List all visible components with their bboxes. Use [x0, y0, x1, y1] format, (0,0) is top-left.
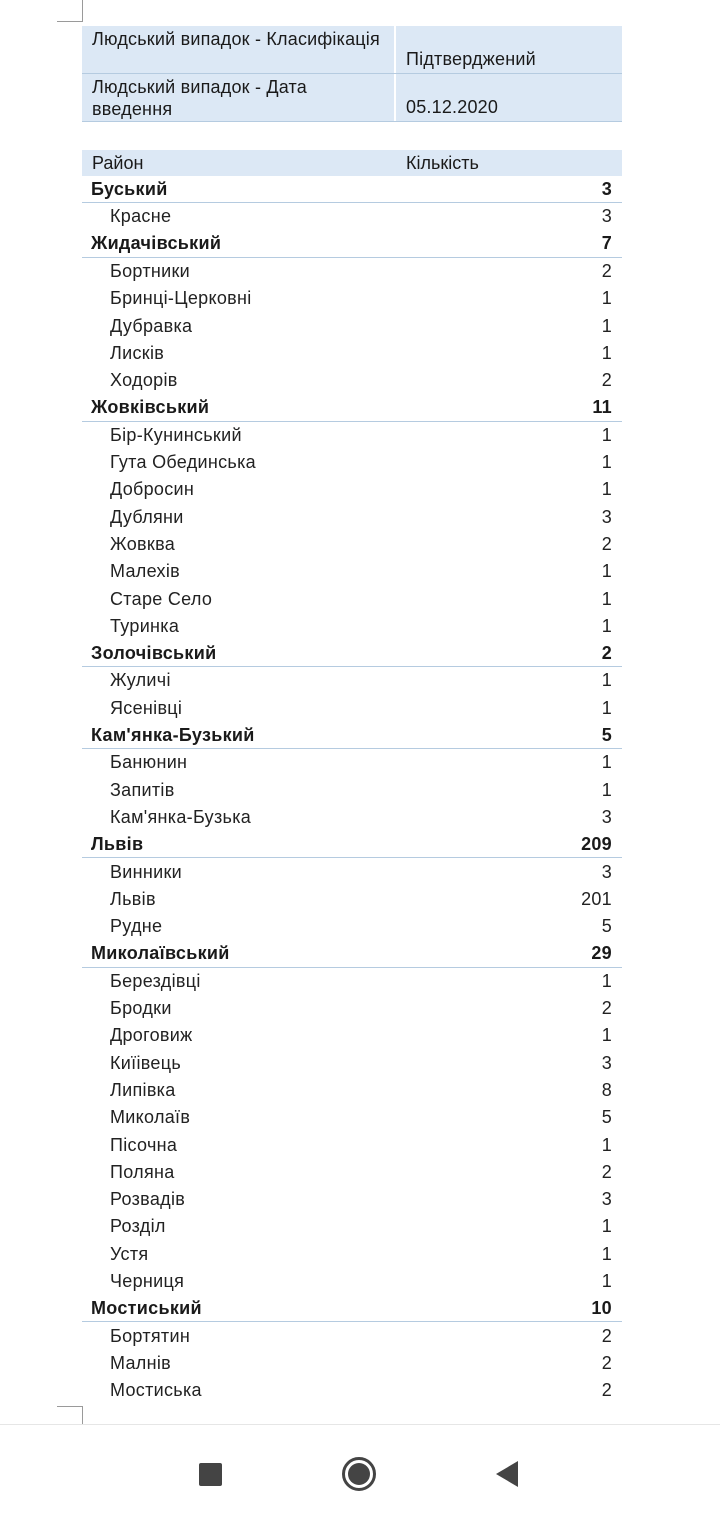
locality-count: 2: [601, 1352, 612, 1373]
locality-name: Поляна: [110, 1161, 175, 1182]
locality-name: Туринка: [110, 615, 180, 636]
locality-count: 1: [601, 1134, 612, 1155]
locality-count: 1: [601, 315, 612, 336]
column-header-district: Район: [92, 152, 144, 173]
filter-row-date: [82, 74, 622, 122]
locality-name: Киїівець: [110, 1052, 181, 1073]
locality-count: 3: [601, 1052, 612, 1073]
table-row-district: [82, 722, 622, 749]
table-row-locality: [82, 1377, 622, 1404]
table-row-locality: [82, 1322, 622, 1349]
table-row-district: [82, 1295, 622, 1322]
table-body: [82, 176, 622, 1404]
district-name: Жовківський: [91, 397, 210, 418]
filter-value: 05.12.2020: [406, 97, 499, 117]
locality-count: 1: [601, 1025, 612, 1046]
back-button[interactable]: [487, 1454, 527, 1494]
table-row-locality: [82, 667, 622, 694]
home-icon: [342, 1457, 376, 1491]
filter-panel: [82, 26, 622, 122]
district-count: 11: [592, 397, 612, 418]
locality-count: 1: [601, 561, 612, 582]
locality-name: Черниця: [110, 1271, 185, 1292]
table-row-locality: [82, 1159, 622, 1186]
locality-name: Розділ: [110, 1216, 166, 1237]
district-name: Буський: [91, 178, 168, 199]
table-row-locality: [82, 258, 622, 285]
table-row-locality: [82, 422, 622, 449]
locality-count: 1: [601, 752, 612, 773]
locality-name: Миколаїв: [110, 1107, 191, 1128]
locality-count: 5: [601, 916, 612, 937]
table-row-locality: [82, 1186, 622, 1213]
home-button[interactable]: [339, 1454, 379, 1494]
locality-name: Ходорів: [110, 370, 178, 391]
table-row-locality: [82, 367, 622, 394]
locality-count: 1: [601, 452, 612, 473]
district-count: 3: [601, 178, 612, 199]
locality-name: Львів: [110, 888, 156, 909]
locality-name: Берездівці: [110, 970, 201, 991]
table-row-locality: [82, 504, 622, 531]
locality-name: Красне: [110, 206, 172, 227]
locality-name: Устя: [110, 1243, 149, 1264]
table-row-locality: [82, 1241, 622, 1268]
locality-count: 2: [601, 998, 612, 1019]
locality-name: Бортники: [110, 261, 191, 282]
locality-name: Ясенівці: [110, 697, 183, 718]
locality-name: Дроговиж: [110, 1025, 193, 1046]
district-count: 7: [601, 233, 612, 254]
table-row-district: [82, 640, 622, 667]
locality-name: Рудне: [110, 916, 163, 937]
locality-name: Лисків: [110, 342, 165, 363]
district-count: 2: [601, 642, 612, 663]
locality-count: 2: [601, 370, 612, 391]
locality-count: 3: [601, 506, 612, 527]
district-count: 29: [591, 942, 612, 963]
table-row-locality: [82, 613, 622, 640]
table-row-locality: [82, 995, 622, 1022]
locality-count: 2: [601, 261, 612, 282]
locality-count: 1: [601, 479, 612, 500]
locality-count: 5: [601, 1107, 612, 1128]
locality-count: 3: [601, 861, 612, 882]
table-row-locality: [82, 449, 622, 476]
district-name: Жидачівський: [91, 233, 222, 254]
locality-count: 201: [581, 888, 612, 909]
locality-count: 1: [601, 615, 612, 636]
page-corner-mark-bottom: [57, 1406, 83, 1424]
locality-count: 1: [601, 670, 612, 691]
table-row-locality: [82, 558, 622, 585]
filter-value: Підтверджений: [406, 49, 536, 69]
table-row-locality: [82, 1268, 622, 1295]
locality-count: 1: [601, 697, 612, 718]
locality-name: Липівка: [110, 1079, 176, 1100]
district-count: 209: [581, 833, 612, 854]
district-name: Золочівський: [91, 642, 217, 663]
locality-count: 1: [601, 1271, 612, 1292]
district-name: Кам'янка-Бузький: [91, 724, 255, 745]
table-row-locality: [82, 1131, 622, 1158]
locality-name: Малнів: [110, 1352, 172, 1373]
table-row-district: [82, 394, 622, 421]
locality-count: 2: [601, 1161, 612, 1182]
table-row-locality: [82, 476, 622, 503]
locality-count: 3: [601, 206, 612, 227]
locality-count: 1: [601, 1243, 612, 1264]
locality-count: 3: [601, 1189, 612, 1210]
table-row-locality: [82, 749, 622, 776]
table-row-locality: [82, 285, 622, 312]
table-row-locality: [82, 1022, 622, 1049]
locality-name: Добросин: [110, 479, 195, 500]
locality-name: Малехів: [110, 561, 180, 582]
locality-name: Жовква: [110, 534, 176, 554]
filter-label: Людський випадок - Класифікація: [82, 26, 396, 73]
locality-count: 1: [601, 424, 612, 445]
table-row-locality: [82, 1050, 622, 1077]
locality-name: Гута Обединська: [110, 452, 256, 473]
locality-name: Дубляни: [110, 506, 184, 527]
locality-count: 2: [601, 1380, 612, 1401]
locality-name: Бродки: [110, 998, 172, 1019]
table-row-locality: [82, 340, 622, 367]
table-row-locality: [82, 312, 622, 339]
recent-apps-button[interactable]: [190, 1454, 230, 1494]
filter-label: Людський випадок - Дата введення: [82, 74, 396, 121]
district-name: Мостиський: [91, 1297, 202, 1318]
table-row-locality: [82, 913, 622, 940]
locality-count: 1: [601, 288, 612, 309]
table-row-district: [82, 940, 622, 967]
locality-count: 1: [601, 1216, 612, 1237]
locality-name: Розвадів: [110, 1189, 186, 1210]
table-row-locality: [82, 1350, 622, 1377]
back-icon: [496, 1461, 518, 1487]
locality-name: Пісочна: [110, 1134, 178, 1155]
district-name: Миколаївський: [91, 942, 230, 963]
locality-count: 1: [601, 588, 612, 609]
locality-name: Винники: [110, 861, 183, 882]
locality-name: Бортятин: [110, 1325, 191, 1346]
table-row-locality: [82, 804, 622, 831]
table-row-locality: [82, 203, 622, 230]
table-row-locality: [82, 777, 622, 804]
locality-count: 2: [601, 534, 612, 554]
cases-table: [82, 150, 622, 1404]
locality-name: Кам'янка-Бузька: [110, 806, 252, 827]
locality-count: 2: [601, 1325, 612, 1346]
page-corner-mark-top: [57, 0, 83, 22]
locality-name: Бринці-Церковні: [110, 288, 252, 309]
locality-count: 1: [601, 342, 612, 363]
table-row-locality: [82, 886, 622, 913]
locality-name: Бір-Кунинський: [110, 424, 242, 445]
locality-name: Банюнин: [110, 752, 188, 773]
table-row-locality: [82, 858, 622, 885]
table-row-locality: [82, 968, 622, 995]
recent-apps-icon: [199, 1463, 222, 1486]
locality-count: 8: [601, 1079, 612, 1100]
table-row-locality: [82, 1104, 622, 1131]
table-row-locality: [82, 695, 622, 722]
table-row-district: [82, 176, 622, 203]
district-count: 5: [601, 724, 612, 745]
table-row-district: [82, 231, 622, 258]
locality-name: Мостиська: [110, 1380, 202, 1401]
table-row-district: [82, 831, 622, 858]
filter-row-classification: [82, 26, 622, 74]
table-row-locality: [82, 1077, 622, 1104]
locality-count: 1: [601, 970, 612, 991]
locality-count: 1: [601, 779, 612, 800]
locality-count: 3: [601, 806, 612, 827]
locality-name: Жуличі: [110, 670, 171, 691]
table-row-locality: [82, 531, 622, 558]
table-row-locality: [82, 585, 622, 612]
system-navigation-bar: [0, 1424, 720, 1520]
district-name: Львів: [91, 833, 144, 854]
district-count: 10: [591, 1297, 612, 1318]
locality-name: Дубравка: [110, 315, 193, 336]
table-row-locality: [82, 1213, 622, 1240]
locality-name: Запитів: [110, 779, 175, 800]
table-header: [82, 150, 622, 176]
column-header-count: Кількість: [406, 152, 479, 173]
locality-name: Старе Село: [110, 588, 213, 609]
